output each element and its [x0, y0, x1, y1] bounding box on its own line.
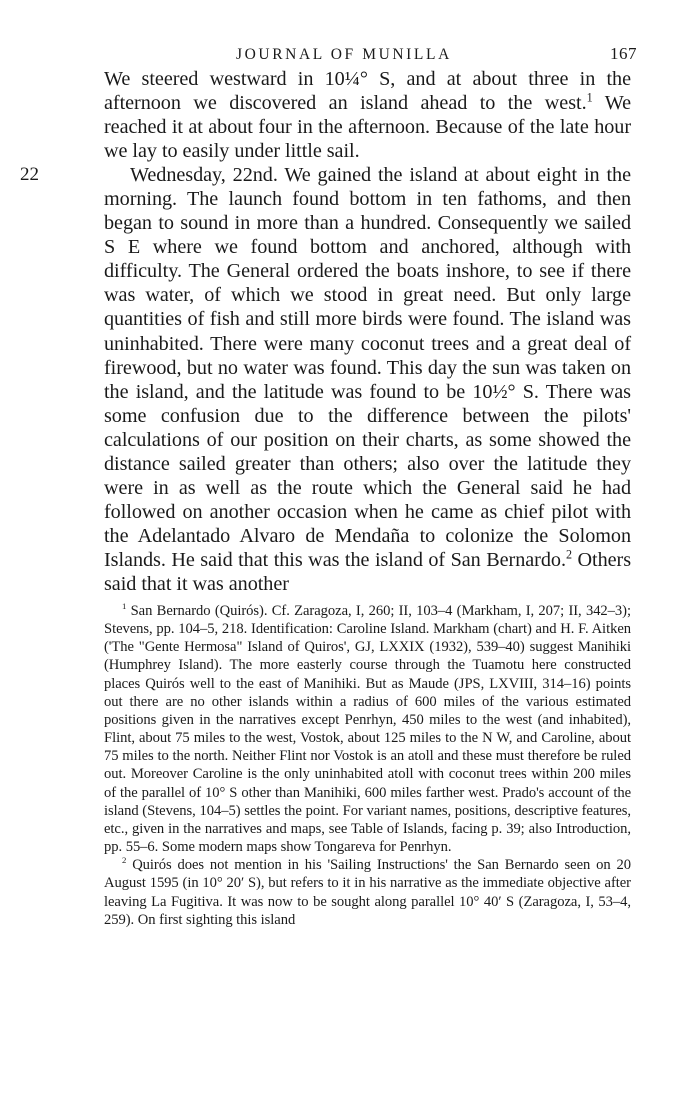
- footnote-1-marker: 1: [122, 601, 127, 612]
- footnote-ref-1: 1: [586, 90, 593, 105]
- footnote-1-text: San Bernardo (Quirós). Cf. Zaragoza, I, 260; II, 103–4 (Markham, I, 207; II, 342–3); Stevens, pp. 104–5, 218. Identification: Caroline Island. Markham (chart) and H. F. Aitken ('The "Gente Hermosa" Island of Quiros', GJ, LXXIX (1932), 539–40) suggest Manihiki (Humphrey Island). The more easterly course through the Tuamotu here constructed places Quirós well to the east of Manihiki. But as Maude (JPS, LXVIII, 314–16) points out there are no other islands within a radius of 600 miles of the various estimated positions given in the narratives except Penrhyn, 450 miles to the west (and inhabited), Flint, about 75 miles to the west, Vostok, about 125 miles to the N W, and Caroline, about 75 miles to the north. Neither Flint nor Vostok is an atoll and these must therefore be ruled out. Moreover Caroline is the only uninhabited atoll with coconut trees within 200 miles of the parallel of 10° S other than Manihiki, 600 miles farther west. Prado's account of the island (Stevens, 104–5) settles the point. For variant names, positions, descriptive features, etc., given in the narratives and maps, see Table of Islands, facing p. 39; also Introduction, pp. 55–6. Some modern maps show Tongareva for Penrhyn.: [104, 603, 631, 856]
- page-number: 167: [610, 44, 637, 63]
- margin-date: 22: [20, 164, 39, 186]
- paragraph-1-text: We steered westward in 10¼° S, and at about three in the afternoon we discovered an island ahead to the west.: [104, 68, 631, 115]
- footnote-1: [104, 602, 631, 856]
- paragraph-2-end: Others said that it was another: [104, 548, 631, 595]
- footnote-ref-2: 2: [565, 547, 572, 562]
- paragraph-1: [104, 67, 631, 163]
- main-text: [20, 67, 631, 596]
- running-head: JOURNAL OF MUNILLA: [236, 46, 452, 63]
- footnote-2-text: Quirós does not mention in his 'Sailing Instructions' the San Bernardo seen on 20 August 1595 (in 10° 20′ S), but refers to it in his narrative as the immediate objective after leaving La Fugitiva. It was now to be sought along parallel 10° 40′ S (Zaragoza, I, 53–4, 259). On first sighting this island: [104, 857, 631, 928]
- page-header: [236, 44, 637, 68]
- paragraph-2-text: Wednesday, 22nd. We gained the island at about eight in the morning. The launch found bottom in ten fathoms, and then began to sound in more than a hundred. Consequently we sailed S E where we found bottom and anchored, although with difficulty. The General ordered the boats inshore, to see if there was water, of which we stood in great need. But only large quantities of fish and still more birds were found. The island was uninhabited. There were many coconut trees and a great deal of firewood, but no water was found. This day the sun was taken on the island, and the latitude was found to be 10½° S. There was some confusion due to the difference between the pilots' calculations of our position on their charts, as some showed the distance sailed greater than others; also over the latitude they were in as well as the route which the General said he had followed on another occasion when he came as chief pilot with the Adelantado Alvaro de Mendaña to colonize the Solomon Islands. He said that this was the island of San Bernardo.: [104, 164, 631, 571]
- paragraph-2: [20, 163, 631, 596]
- footnote-2-marker: 2: [122, 855, 127, 866]
- footnotes: [104, 602, 631, 929]
- paragraph-1-end: We reached it at about four in the afternoon. Because of the late hour we lay to easily under little sail.: [104, 92, 631, 163]
- footnote-2: [104, 856, 631, 929]
